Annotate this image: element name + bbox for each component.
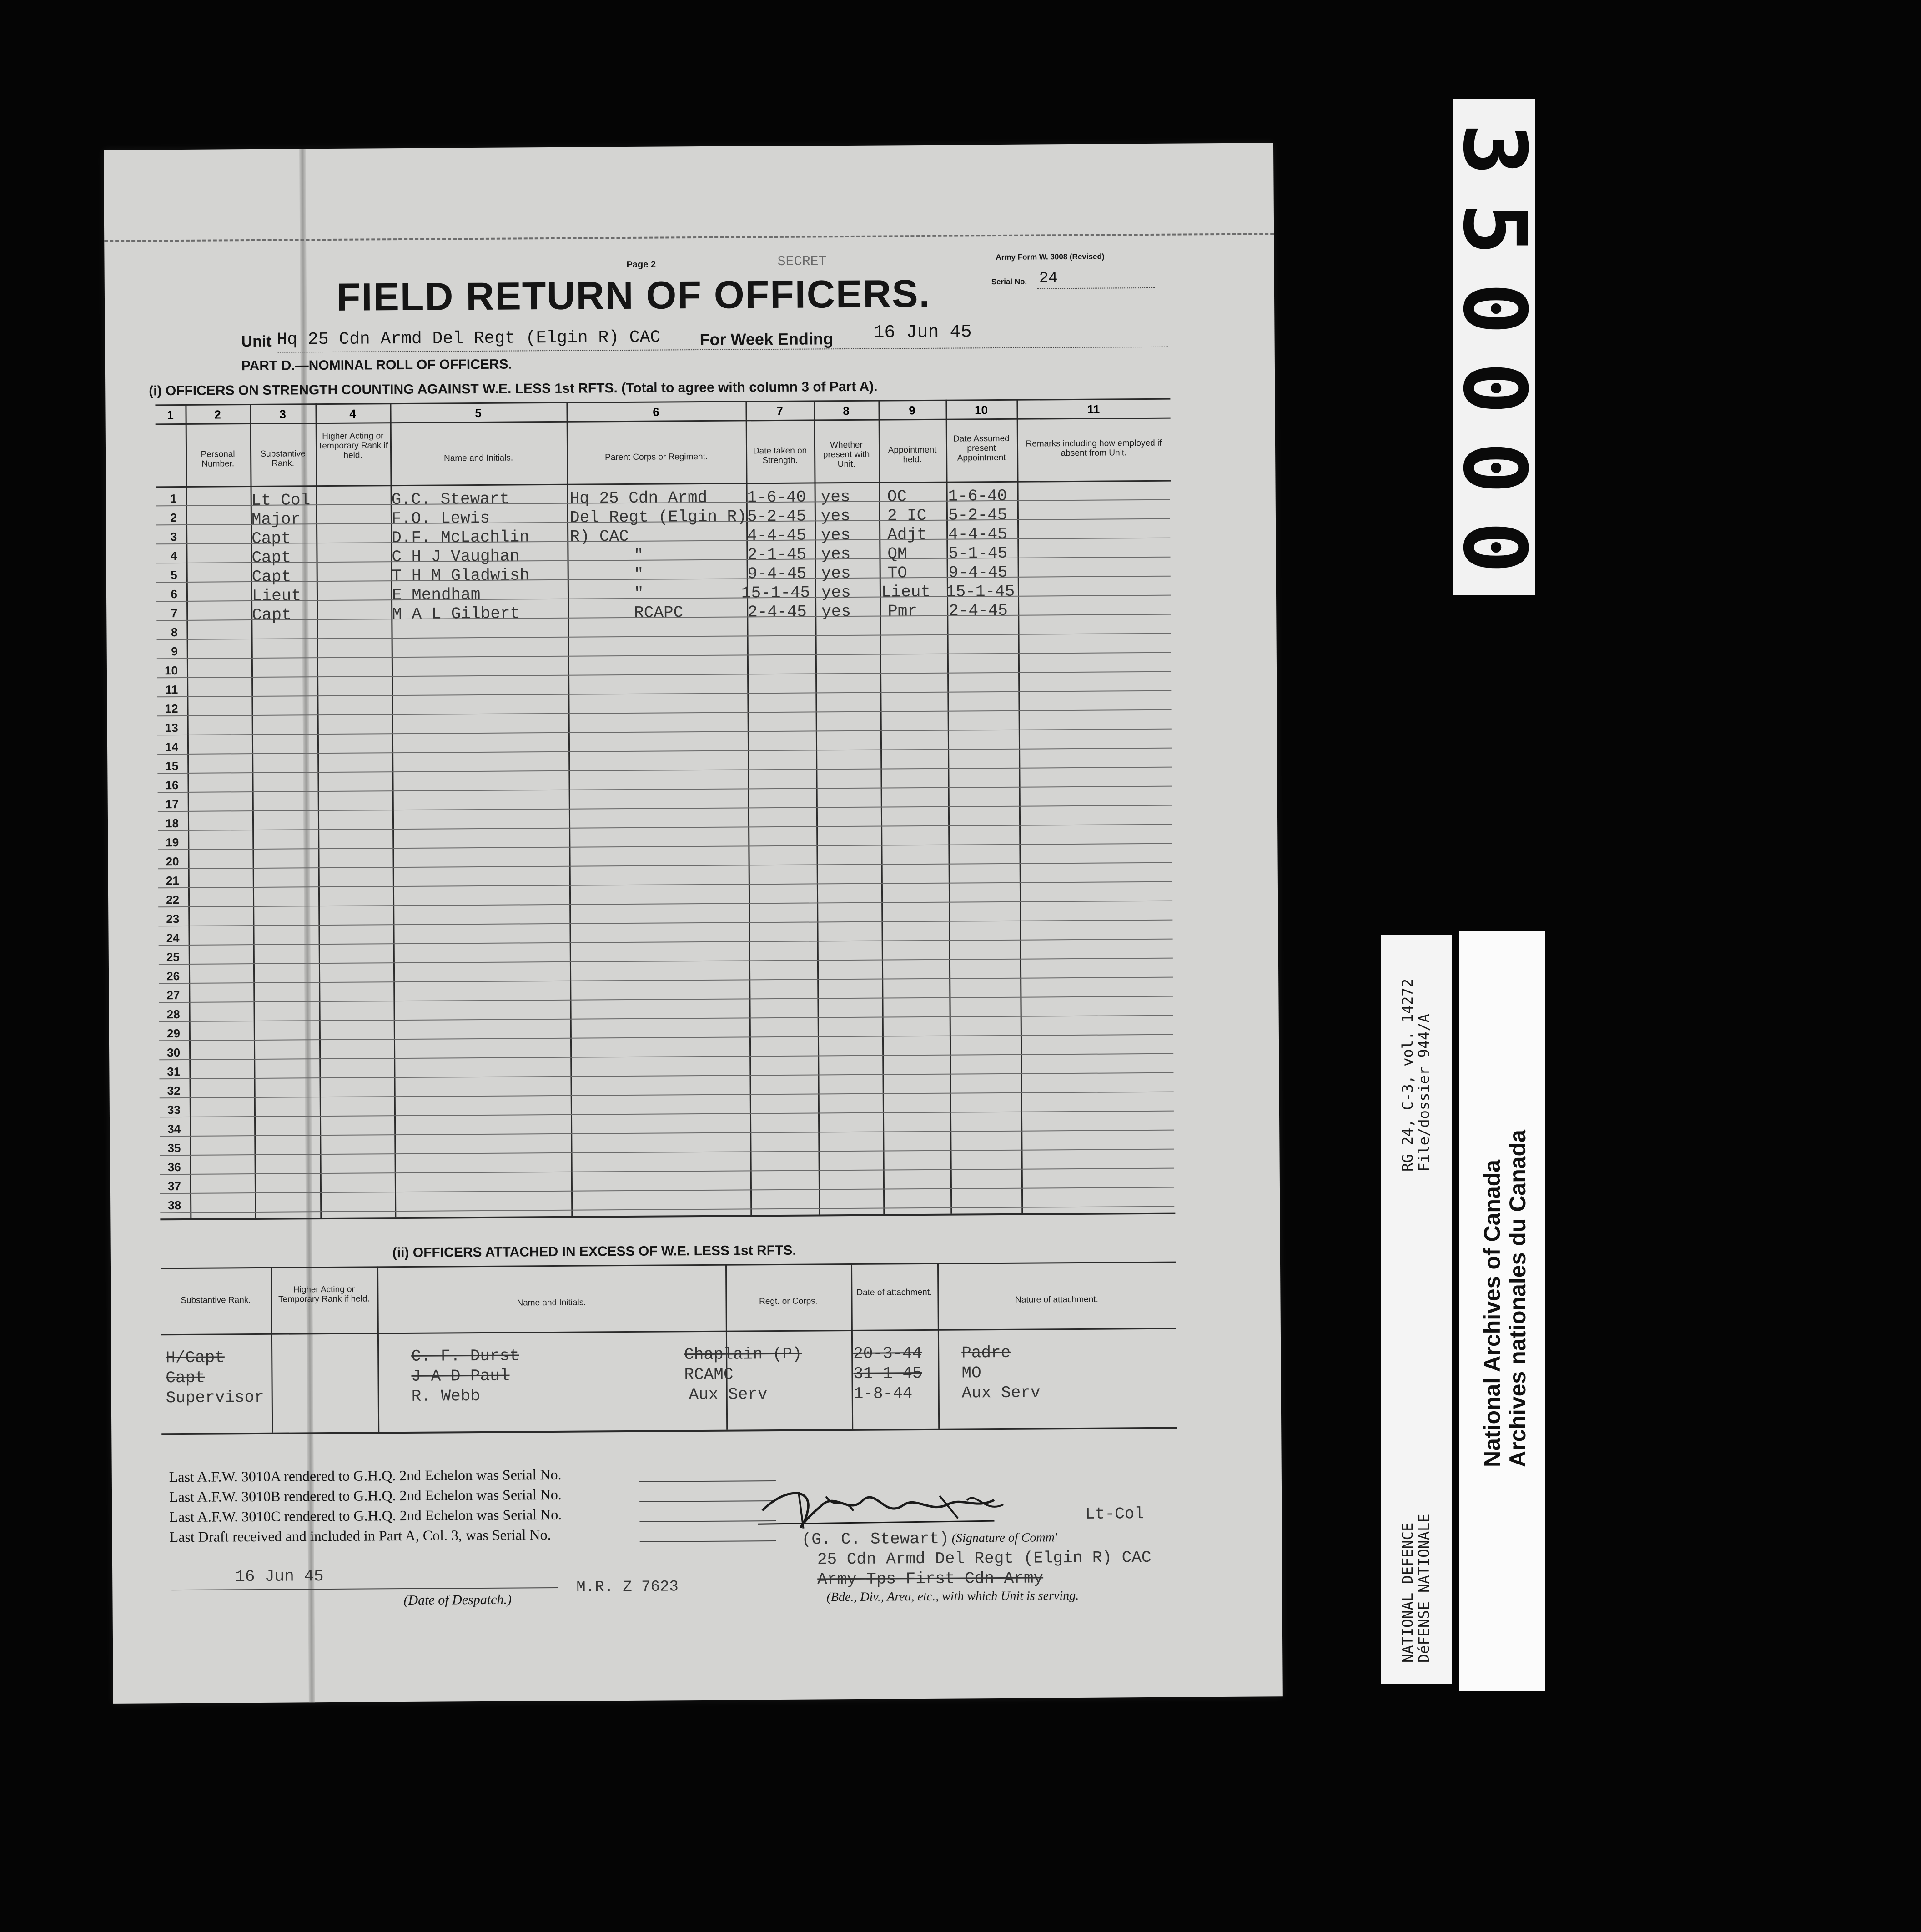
entry-present: yes: [821, 564, 851, 583]
footer-line-3010b: Last A.F.W. 3010B rendered to G.H.Q. 2nd Echelon was Serial No.: [169, 1486, 562, 1505]
page-label: Page 2: [626, 259, 656, 270]
row-number: 11: [165, 683, 178, 697]
unit-line: 25 Cdn Armd Del Regt (Elgin R) CAC: [817, 1548, 1152, 1569]
frame-digit: 5: [1444, 203, 1545, 255]
row-number: 33: [167, 1103, 181, 1117]
entry-assumed: 5-1-45: [948, 543, 1008, 563]
label-national-archives-en: National Archives of Canada: [1479, 1159, 1505, 1467]
mr-number: M.R. Z 7623: [576, 1578, 679, 1596]
col-number: 1: [167, 408, 174, 422]
label-rg-reference: RG 24, C-3, vol. 14272: [1399, 979, 1416, 1172]
entry-name: T H M Gladwish: [392, 566, 530, 586]
entry-date: 2-1-45: [747, 545, 807, 564]
col-number: 4: [349, 407, 356, 421]
entry-name: F.O. Lewis: [391, 508, 490, 528]
row-number: 31: [167, 1065, 181, 1079]
att-entry-date: 1-8-44: [853, 1384, 913, 1403]
col-number: 8: [843, 403, 850, 418]
row-number: 2: [170, 511, 177, 525]
row-number: 8: [171, 625, 178, 639]
col-number: 2: [214, 408, 221, 422]
header-personal-number: Personal Number.: [201, 449, 235, 469]
entry-date: 9-4-45: [747, 564, 807, 584]
row-number: 35: [167, 1141, 181, 1155]
entry-present: yes: [821, 525, 851, 545]
row-number: 9: [171, 644, 178, 659]
army-form-number: Army Form W. 3008 (Revised): [996, 252, 1105, 262]
att-entry-corps: Chaplain (P): [684, 1344, 802, 1364]
frame-digit: 3: [1444, 123, 1545, 176]
entry-corps: R) CAC: [570, 527, 629, 546]
unit-label: Unit: [241, 332, 272, 351]
row-number: 30: [167, 1046, 181, 1060]
formation-line: Army Tps First Cdn Army: [817, 1569, 1044, 1589]
entry-rank: Lt Col: [251, 491, 311, 510]
week-ending-label: For Week Ending: [699, 329, 834, 349]
att-entry-nature: Padre: [961, 1343, 1011, 1363]
frame-digit: 0: [1444, 282, 1545, 335]
entry-date: 1-6-40: [747, 488, 806, 507]
entry-corps: ": [634, 565, 644, 584]
att-entry-name: R. Webb: [411, 1386, 481, 1406]
att-entry-corps: RCAMC: [684, 1365, 734, 1384]
col-number: 7: [776, 404, 783, 418]
col-number: 11: [1087, 402, 1100, 416]
entry-corps: ": [634, 546, 644, 565]
entry-appointment: Lieut: [881, 582, 931, 602]
entry-appointment: OC: [887, 487, 907, 506]
entry-appointment: QM: [887, 544, 907, 564]
col-number: 6: [653, 405, 659, 419]
att-entry-date: 20-3-44: [853, 1344, 922, 1363]
row-number: 20: [166, 855, 179, 869]
entry-name: E Mendham: [392, 585, 481, 605]
entry-corps: Del Regt (Elgin R): [569, 507, 747, 527]
row-number: 25: [166, 950, 180, 964]
signature-label: (Signature of Comm': [951, 1530, 1057, 1545]
entry-assumed: 15-1-45: [945, 582, 1015, 601]
label-file-dossier: File/dossier 944/A: [1415, 1014, 1433, 1172]
header-higher-acting-rank: Higher Acting or Temporary Rank if held.: [317, 431, 388, 460]
row-number: 22: [166, 893, 180, 907]
row-number: 34: [167, 1122, 181, 1136]
entry-name: G.C. Stewart: [391, 489, 510, 509]
att-entry-rank: Capt: [166, 1368, 206, 1388]
despatch-date: 16 Jun 45: [235, 1567, 324, 1586]
row-number: 1: [170, 492, 177, 506]
entry-present: yes: [821, 544, 851, 564]
header-present-with-unit: Whether present with Unit.: [823, 440, 870, 469]
entry-corps: RCAPC: [634, 603, 684, 622]
entry-corps: Hq 25 Cdn Armd: [569, 488, 708, 508]
entry-date: 15-1-45: [741, 583, 810, 603]
att-entry-rank: Supervisor: [166, 1388, 264, 1408]
row-number: 28: [166, 1007, 180, 1021]
entry-appointment: Pmr: [888, 602, 918, 621]
row-number: 13: [165, 721, 178, 735]
week-ending-value: 16 Jun 45: [873, 322, 972, 343]
frame-digit: 0: [1444, 521, 1545, 574]
entry-rank: Lieut: [251, 586, 302, 606]
entry-assumed: 9-4-45: [948, 563, 1008, 582]
att-entry-nature: MO: [961, 1363, 981, 1383]
footer-line-3010a: Last A.F.W. 3010A rendered to G.H.Q. 2nd Echelon was Serial No.: [169, 1466, 562, 1485]
entry-date: 2-4-45: [748, 602, 807, 622]
row-number: 27: [166, 988, 180, 1002]
att-entry-name: C. F. Durst: [411, 1346, 519, 1366]
header-date-assumed: Date Assumed present Appointment: [953, 433, 1010, 463]
row-number: 16: [165, 778, 179, 792]
unit-value: Hq 25 Cdn Armd Del Regt (Elgin R) CAC: [277, 327, 661, 350]
label-national-archives-fr: Archives nationales du Canada: [1505, 1130, 1530, 1467]
entry-name: D.F. McLachlin: [392, 528, 529, 548]
handwritten-signature: [758, 1477, 1013, 1538]
perforation-line: [104, 233, 1274, 242]
label-defense-nationale: DéFENSE NATIONALE: [1415, 1514, 1433, 1663]
frame-number-strip: [1444, 99, 1545, 595]
entry-appointment: 2 IC: [887, 506, 927, 525]
row-number: 12: [165, 702, 178, 716]
entry-rank: Capt: [251, 529, 291, 548]
header-parent-corps: Parent Corps or Regiment.: [605, 452, 708, 463]
part-d-heading: PART D.—NOMINAL ROLL OF OFFICERS.: [241, 357, 512, 374]
serial-label: Serial No.: [991, 277, 1027, 287]
att-header-nature: Nature of attachment.: [1015, 1294, 1098, 1305]
att-entry-rank: H/Capt: [166, 1348, 225, 1368]
att-entry-corps: Aux Serv: [689, 1385, 768, 1404]
frame-digit: 0: [1444, 362, 1545, 414]
entry-date: 5-2-45: [747, 507, 806, 526]
row-number: 26: [166, 969, 180, 983]
entry-date: 4-4-45: [747, 526, 806, 545]
frame-digit: 0: [1444, 442, 1545, 494]
header-substantive-rank: Substantive Rank.: [260, 449, 306, 468]
archive-reference-label: [1381, 935, 1452, 1684]
row-number: 18: [166, 816, 179, 830]
row-number: 21: [166, 874, 179, 888]
att-entry-nature: Aux Serv: [961, 1383, 1041, 1403]
att-header-acting-rank: Higher Acting or Temporary Rank if held.: [278, 1284, 370, 1304]
entry-name: C H J Vaughan: [392, 547, 520, 567]
entry-appointment: Adjt: [887, 525, 927, 544]
header-name-initials: Name and Initials.: [444, 453, 513, 463]
row-number: 38: [168, 1198, 181, 1213]
col-number: 3: [279, 407, 286, 421]
att-header-date: Date of attachment.: [856, 1287, 932, 1298]
entry-assumed: 1-6-40: [948, 486, 1007, 506]
entry-corps: ": [634, 584, 644, 603]
row-number: 17: [165, 797, 179, 811]
row-number: 23: [166, 912, 180, 926]
col-number: 5: [475, 406, 482, 420]
header-remarks: Remarks including how employed if absent from Unit.: [1026, 438, 1162, 458]
header-date-on-strength: Date taken on Strength.: [753, 446, 807, 466]
entry-assumed: 4-4-45: [948, 524, 1007, 544]
col-number: 10: [974, 403, 988, 417]
att-entry-name: J A D Paul: [411, 1366, 510, 1386]
att-header-rank: Substantive Rank.: [181, 1295, 251, 1306]
signatory-name: (G. C. Stewart): [801, 1529, 949, 1549]
footer-line-3010c: Last A.F.W. 3010C rendered to G.H.Q. 2nd Echelon was Serial No.: [169, 1506, 562, 1525]
section-i-heading: (i) OFFICERS ON STRENGTH COUNTING AGAINST W.E. LESS 1st RFTS. (Total to agree with column 3 of Part A).: [149, 379, 878, 399]
row-number: 32: [167, 1084, 181, 1098]
col-number: 9: [909, 403, 915, 418]
row-number: 7: [171, 606, 178, 620]
entry-rank: Capt: [251, 567, 292, 587]
national-archives-label: [1459, 931, 1545, 1691]
row-number: 29: [166, 1026, 180, 1041]
entry-rank: Capt: [252, 605, 292, 625]
row-number: 24: [166, 931, 180, 945]
entry-appointment: TO: [887, 564, 908, 583]
row-number: 5: [171, 568, 177, 582]
footer-line-draft: Last Draft received and included in Part A, Col. 3, was Serial No.: [169, 1526, 551, 1545]
row-number: 19: [166, 835, 179, 850]
section-ii-heading: (ii) OFFICERS ATTACHED IN EXCESS OF W.E. LESS 1st RFTS.: [392, 1243, 796, 1261]
field-return-sheet: [104, 143, 1283, 1704]
entry-assumed: 2-4-45: [949, 601, 1008, 620]
label-national-defence: NATIONAL DEFENCE: [1399, 1522, 1416, 1663]
row-number: 6: [171, 587, 178, 601]
entry-assumed: 5-2-45: [948, 505, 1007, 525]
row-number: 4: [170, 549, 177, 563]
header-appointment-held: Appointment held.: [888, 445, 937, 465]
entry-present: yes: [821, 602, 851, 621]
entry-present: yes: [820, 506, 850, 526]
att-header-name: Name and Initials.: [517, 1298, 586, 1308]
despatch-label: (Date of Despatch.): [403, 1592, 512, 1608]
entry-present: yes: [820, 487, 850, 507]
entry-rank: Major: [251, 510, 301, 529]
form-title: FIELD RETURN OF OFFICERS.: [336, 272, 931, 319]
formation-label: (Bde., Div., Area, etc., with which Unit is serving.: [826, 1588, 1079, 1605]
secret-stamp: SECRET: [777, 254, 827, 270]
row-number: 36: [167, 1160, 181, 1174]
row-number: 37: [167, 1179, 181, 1193]
att-header-corps: Regt. or Corps.: [759, 1296, 818, 1307]
row-number: 10: [164, 664, 178, 678]
att-entry-date: 31-1-45: [853, 1364, 922, 1383]
entry-rank: Capt: [251, 548, 292, 568]
row-number: 3: [170, 530, 177, 544]
entry-present: yes: [821, 583, 851, 602]
signatory-rank: Lt-Col: [1085, 1504, 1145, 1524]
serial-value: 24: [1039, 270, 1058, 287]
row-number: 14: [165, 740, 179, 754]
entry-name: M A L Gilbert: [392, 604, 520, 624]
row-number: 15: [165, 759, 179, 773]
